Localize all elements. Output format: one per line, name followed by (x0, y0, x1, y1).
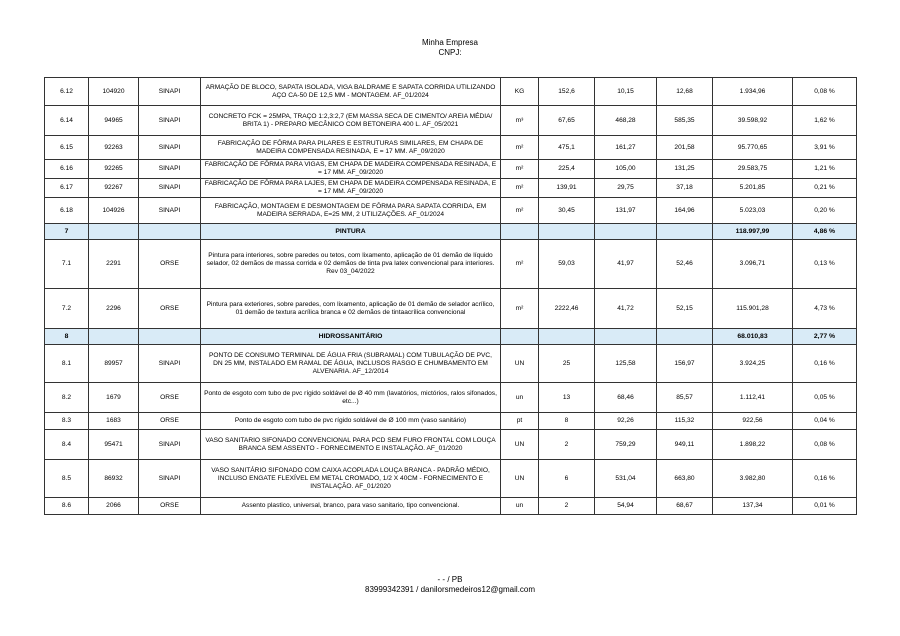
table-row (45, 289, 857, 329)
item-description: CONCRETO FCK = 25MPA, TRAÇO 1:2,3:2,7 (EM MASSA SECA DE CIMENTO/ AREIA MÉDIA/ BRITA 1) - PREPARO MECÂNICO COM BETONEIRA 400 L. AF_05/2021 (201, 106, 501, 136)
item-source: SINAPI (139, 430, 201, 460)
item-code: 1679 (89, 383, 139, 413)
section-total: 118.997,99 (713, 224, 793, 240)
document-header (0, 38, 900, 58)
section-title: PINTURA (201, 224, 501, 240)
item-total: 39.598,92 (713, 106, 793, 136)
item-number: 8.5 (45, 460, 89, 498)
section-empty (595, 224, 657, 240)
item-percent: 0,05 % (793, 383, 857, 413)
item-description: Pintura para interiores, sobre paredes ou tetos, com lixamento, aplicação de 01 demão de líquido selador, 02 demãos de massa corrida e 02 demãos de tinta pva latex convencional para interiores. Rev 03_04/2022 (201, 240, 501, 289)
item-unit-price-bdi: 68,67 (657, 498, 713, 515)
item-number: 6.17 (45, 179, 89, 198)
table-row (45, 413, 857, 430)
item-description: FABRICAÇÃO DE FÔRMA PARA LAJES, EM CHAPA DE MADEIRA COMPENSADA RESINADA, E = 17 MM. AF_09/2020 (201, 179, 501, 198)
item-number: 8.1 (45, 345, 89, 383)
item-total: 5.023,03 (713, 198, 793, 224)
item-unit-price: 92,26 (595, 413, 657, 430)
item-percent: 0,21 % (793, 179, 857, 198)
item-unit-price: 468,28 (595, 106, 657, 136)
item-code: 95471 (89, 430, 139, 460)
item-unit-price: 125,58 (595, 345, 657, 383)
item-source: SINAPI (139, 460, 201, 498)
item-unit-price-bdi: 37,18 (657, 179, 713, 198)
item-source: SINAPI (139, 160, 201, 179)
item-number: 6.15 (45, 136, 89, 160)
item-number: 6.12 (45, 78, 89, 106)
item-quantity: 30,45 (539, 198, 595, 224)
item-total: 3.982,80 (713, 460, 793, 498)
item-percent: 0,08 % (793, 430, 857, 460)
section-row (45, 224, 857, 240)
item-code: 104920 (89, 78, 139, 106)
item-total: 29.583,75 (713, 160, 793, 179)
item-description: FABRICAÇÃO DE FÔRMA PARA PILARES E ESTRUTURAS SIMILARES, EM CHAPA DE MADEIRA COMPENSADA RESINADA, E = 17 MM. AF_09/2020 (201, 136, 501, 160)
item-unit-price: 41,97 (595, 240, 657, 289)
table-row (45, 106, 857, 136)
item-quantity: 152,6 (539, 78, 595, 106)
item-unit-price: 10,15 (595, 78, 657, 106)
item-description: PONTO DE CONSUMO TERMINAL DE ÁGUA FRIA (SUBRAMAL) COM TUBULAÇÃO DE PVC, DN 25 MM, INSTALADO EM RAMAL DE ÁGUA, INCLUSOS RASGO E CHUMBAMENTO EM ALVENARIA. AF_12/2014 (201, 345, 501, 383)
item-source: SINAPI (139, 78, 201, 106)
item-code: 92263 (89, 136, 139, 160)
item-unit: UN (501, 430, 539, 460)
item-unit-price: 54,94 (595, 498, 657, 515)
section-empty (139, 224, 201, 240)
item-unit-price: 531,04 (595, 460, 657, 498)
section-empty (657, 224, 713, 240)
footer-contact: 83999342391 / danilorsmedeiros12@gmail.com (365, 585, 535, 594)
item-unit-price-bdi: 52,15 (657, 289, 713, 329)
item-unit-price-bdi: 12,68 (657, 78, 713, 106)
table-row (45, 460, 857, 498)
item-unit: UN (501, 460, 539, 498)
footer-location: - - / PB (437, 575, 463, 584)
item-total: 1.934,96 (713, 78, 793, 106)
item-code: 2291 (89, 240, 139, 289)
item-code: 2296 (89, 289, 139, 329)
item-source: SINAPI (139, 106, 201, 136)
item-total: 1.898,22 (713, 430, 793, 460)
item-percent: 0,16 % (793, 345, 857, 383)
item-unit-price-bdi: 131,25 (657, 160, 713, 179)
item-number: 6.14 (45, 106, 89, 136)
item-code: 92267 (89, 179, 139, 198)
item-source: ORSE (139, 383, 201, 413)
item-quantity: 59,03 (539, 240, 595, 289)
item-description: Ponto de esgoto com tubo de pvc rígido soldável de Ø 40 mm (lavatórios, mictórios, ralos sifonados, etc...) (201, 383, 501, 413)
company-name: Minha Empresa (421, 38, 479, 47)
item-unit-price: 29,75 (595, 179, 657, 198)
item-number: 7.1 (45, 240, 89, 289)
item-total: 3.096,71 (713, 240, 793, 289)
item-code: 2066 (89, 498, 139, 515)
section-empty (89, 329, 139, 345)
item-unit-price: 41,72 (595, 289, 657, 329)
item-description: FABRICAÇÃO DE FÔRMA PARA VIGAS, EM CHAPA DE MADEIRA COMPENSADA RESINADA, E = 17 MM. AF_09/2020 (201, 160, 501, 179)
item-total: 1.112,41 (713, 383, 793, 413)
section-empty (595, 329, 657, 345)
item-total: 115.901,28 (713, 289, 793, 329)
item-quantity: 139,91 (539, 179, 595, 198)
item-description: Ponto de esgoto com tubo de pvc rígido soldável de Ø 100 mm (vaso sanitário) (201, 413, 501, 430)
item-unit-price-bdi: 663,80 (657, 460, 713, 498)
table-row (45, 179, 857, 198)
section-percent: 2,77 % (793, 329, 857, 345)
item-code: 92265 (89, 160, 139, 179)
item-description: VASO SANITARIO SIFONADO CONVENCIONAL PARA PCD SEM FURO FRONTAL COM LOUÇA BRANCA SEM ASSENTO - FORNECIMENTO E INSTALAÇÃO. AF_01/2020 (201, 430, 501, 460)
item-percent: 1,21 % (793, 160, 857, 179)
item-source: SINAPI (139, 136, 201, 160)
item-code: 89957 (89, 345, 139, 383)
item-percent: 0,20 % (793, 198, 857, 224)
item-unit-price: 105,00 (595, 160, 657, 179)
item-description: VASO SANITÁRIO SIFONADO COM CAIXA ACOPLADA LOUÇA BRANCA - PADRÃO MÉDIO, INCLUSO ENGATE FLEXÍVEL EM METAL CROMADO, 1/2 X 40CM - FORNECIMENTO E INSTALAÇÃO. AF_01/2020 (201, 460, 501, 498)
item-quantity: 67,65 (539, 106, 595, 136)
item-total: 95.770,65 (713, 136, 793, 160)
item-total: 3.924,25 (713, 345, 793, 383)
item-source: SINAPI (139, 345, 201, 383)
item-unit: m² (501, 179, 539, 198)
item-unit-price-bdi: 949,11 (657, 430, 713, 460)
table-row (45, 345, 857, 383)
item-code: 104926 (89, 198, 139, 224)
item-unit: m² (501, 136, 539, 160)
table-row (45, 78, 857, 106)
section-empty (657, 329, 713, 345)
item-quantity: 2 (539, 498, 595, 515)
item-source: SINAPI (139, 198, 201, 224)
section-empty (539, 329, 595, 345)
section-empty (139, 329, 201, 345)
item-unit-price-bdi: 164,96 (657, 198, 713, 224)
item-number: 6.18 (45, 198, 89, 224)
item-quantity: 225,4 (539, 160, 595, 179)
item-unit: m² (501, 198, 539, 224)
item-number: 8.2 (45, 383, 89, 413)
item-unit: pt (501, 413, 539, 430)
item-description: ARMAÇÃO DE BLOCO, SAPATA ISOLADA, VIGA BALDRAME E SAPATA CORRIDA UTILIZANDO AÇO CA-50 DE 12,5 MM - MONTAGEM. AF_01/2024 (201, 78, 501, 106)
item-code: 94965 (89, 106, 139, 136)
item-unit: un (501, 383, 539, 413)
item-percent: 0,16 % (793, 460, 857, 498)
item-unit: m² (501, 160, 539, 179)
table-row (45, 136, 857, 160)
item-source: ORSE (139, 289, 201, 329)
section-row (45, 329, 857, 345)
item-unit-price-bdi: 201,58 (657, 136, 713, 160)
item-unit: m² (501, 289, 539, 329)
table-row (45, 240, 857, 289)
section-empty (539, 224, 595, 240)
company-cnpj: CNPJ: (438, 48, 462, 57)
item-quantity: 13 (539, 383, 595, 413)
item-code: 1683 (89, 413, 139, 430)
item-source: ORSE (139, 240, 201, 289)
table-row (45, 430, 857, 460)
item-number: 7.2 (45, 289, 89, 329)
item-percent: 0,13 % (793, 240, 857, 289)
item-unit: UN (501, 345, 539, 383)
item-description: Assento plastico, universal, branco, para vaso sanitario, tipo convencional. (201, 498, 501, 515)
item-quantity: 2 (539, 430, 595, 460)
budget-table (44, 77, 857, 515)
item-number: 6.16 (45, 160, 89, 179)
section-percent: 4,86 % (793, 224, 857, 240)
section-title: HIDROSSANITÁRIO (201, 329, 501, 345)
table-row (45, 198, 857, 224)
item-unit-price: 131,97 (595, 198, 657, 224)
item-description: Pintura para exteriores, sobre paredes, com lixamento, aplicação de 01 demão de selador acrílico, 01 demão de textura acrílica branca e 02 demãos de tintaacrílica convencional (201, 289, 501, 329)
item-total: 5.201,85 (713, 179, 793, 198)
item-unit-price: 161,27 (595, 136, 657, 160)
item-description: FABRICAÇÃO, MONTAGEM E DESMONTAGEM DE FÔRMA PARA SAPATA CORRIDA, EM MADEIRA SERRADA, E=25 MM, 2 UTILIZAÇÕES. AF_01/2024 (201, 198, 501, 224)
item-percent: 0,01 % (793, 498, 857, 515)
item-unit: KG (501, 78, 539, 106)
item-number: 8.3 (45, 413, 89, 430)
item-quantity: 2222,46 (539, 289, 595, 329)
item-total: 137,34 (713, 498, 793, 515)
section-number: 8 (45, 329, 89, 345)
item-unit-price: 68,46 (595, 383, 657, 413)
item-quantity: 6 (539, 460, 595, 498)
section-empty (89, 224, 139, 240)
section-number: 7 (45, 224, 89, 240)
item-unit-price-bdi: 585,35 (657, 106, 713, 136)
item-source: ORSE (139, 498, 201, 515)
table-row (45, 498, 857, 515)
item-percent: 0,04 % (793, 413, 857, 430)
item-source: SINAPI (139, 179, 201, 198)
item-unit-price-bdi: 156,97 (657, 345, 713, 383)
item-code: 86932 (89, 460, 139, 498)
item-percent: 1,62 % (793, 106, 857, 136)
table-row (45, 160, 857, 179)
item-percent: 3,91 % (793, 136, 857, 160)
item-unit-price: 759,29 (595, 430, 657, 460)
item-percent: 0,08 % (793, 78, 857, 106)
document-footer (0, 575, 900, 595)
section-empty (501, 224, 539, 240)
item-quantity: 25 (539, 345, 595, 383)
item-percent: 4,73 % (793, 289, 857, 329)
item-source: ORSE (139, 413, 201, 430)
section-total: 68.010,83 (713, 329, 793, 345)
item-unit-price-bdi: 85,57 (657, 383, 713, 413)
item-number: 8.4 (45, 430, 89, 460)
item-unit: m² (501, 240, 539, 289)
item-unit: un (501, 498, 539, 515)
item-unit: m³ (501, 106, 539, 136)
item-total: 922,56 (713, 413, 793, 430)
item-unit-price-bdi: 115,32 (657, 413, 713, 430)
item-number: 8.6 (45, 498, 89, 515)
table-row (45, 383, 857, 413)
item-unit-price-bdi: 52,46 (657, 240, 713, 289)
item-quantity: 475,1 (539, 136, 595, 160)
section-empty (501, 329, 539, 345)
item-quantity: 8 (539, 413, 595, 430)
